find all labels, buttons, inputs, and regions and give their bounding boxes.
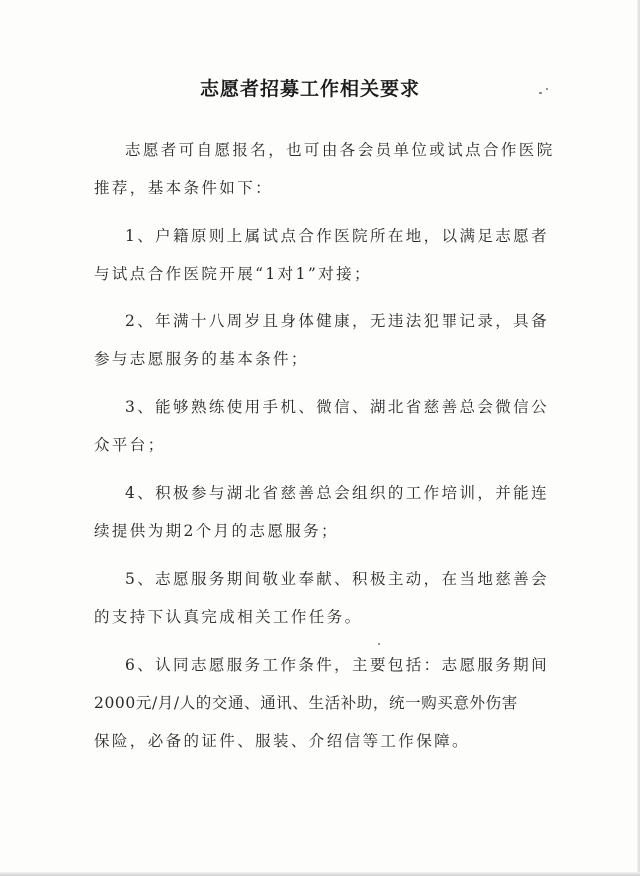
item-2-line-1: 2、年满十八周岁且身体健康，无违法犯罪记录，具备 xyxy=(125,312,549,330)
item-4-line-2: 续提供为期2个月的志愿服务； xyxy=(94,522,339,540)
item-3-line-2: 众平台； xyxy=(94,436,166,454)
paragraph-intro-line-2: 推荐，基本条件如下： xyxy=(94,179,274,197)
item-6-line-2: 2000元/月/人的交通、通讯、生活补助，统一购买意外伤害 xyxy=(94,694,518,712)
item-2-line-2: 参与志愿服务的基本条件； xyxy=(94,350,309,368)
paragraph-intro-line-1: 志愿者可自愿报名，也可由各会员单位或试点合作医院 xyxy=(125,141,555,159)
scan-edge-bottom xyxy=(0,872,640,876)
scan-speck xyxy=(378,643,380,645)
document-title: 志愿者招募工作相关要求 xyxy=(199,78,420,100)
item-5-line-2: 的支持下认真完成相关工作任务。 xyxy=(94,608,363,626)
scan-speck xyxy=(546,88,548,90)
item-3-line-1: 3、能够熟练使用手机、微信、湖北省慈善总会微信公 xyxy=(125,398,549,416)
item-1-line-1: 1、户籍原则上属试点合作医院所在地，以满足志愿者 xyxy=(125,227,549,245)
item-6-line-1: 6、认同志愿服务工作条件，主要包括：志愿服务期间 xyxy=(125,656,549,674)
scan-speck xyxy=(539,92,542,94)
item-1-line-2: 与试点合作医院开展“1对1”对接； xyxy=(94,265,372,283)
item-4-line-1: 4、积极参与湖北省慈善总会组织的工作培训，并能连 xyxy=(125,484,549,502)
item-5-line-1: 5、志愿服务期间敬业奉献、积极主动，在当地慈善会 xyxy=(125,570,549,588)
item-6-line-3: 保险，必备的证件、服装、介绍信等工作保障。 xyxy=(94,732,470,750)
